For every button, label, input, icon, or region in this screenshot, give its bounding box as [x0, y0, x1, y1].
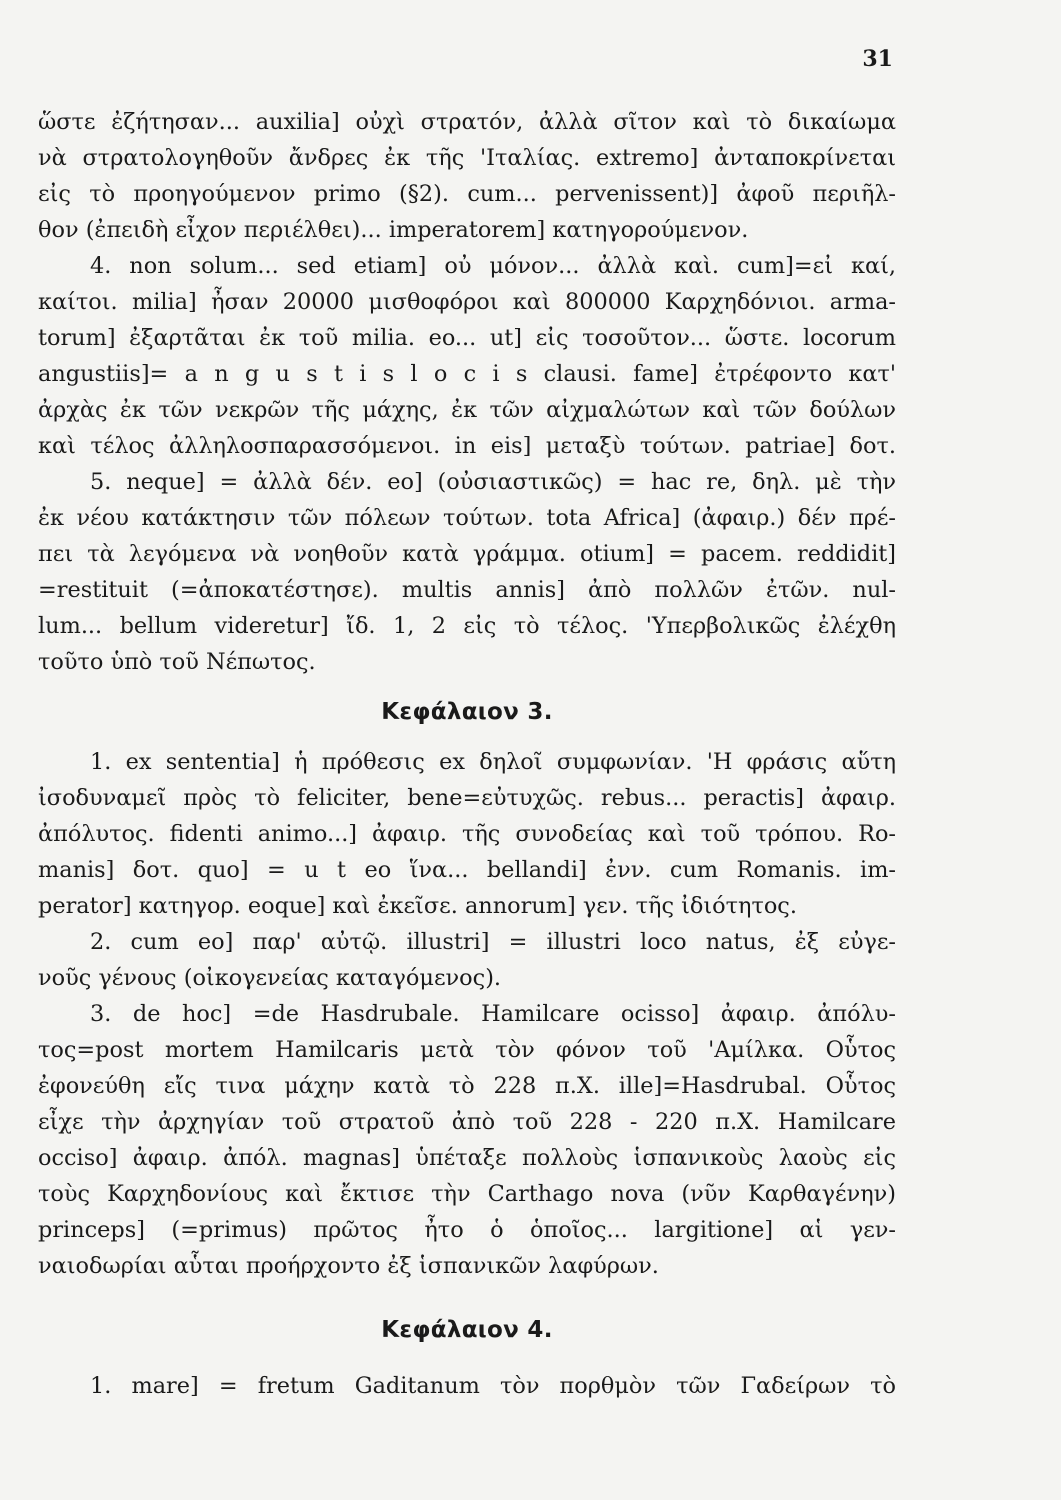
text-line: καίτοι. milia] ἦσαν 20000 μισθοφόροι καὶ 800000 Καρχηδόνιοι. arma- — [38, 289, 896, 315]
chapter-heading-4: Κεφάλαιον 4. — [381, 1317, 553, 1343]
page-text — [38, 104, 896, 1404]
text-line: 5. neque] = ἀλλὰ δέν. eo] (οὐσιαστικῶς) = hac re, δηλ. μὲ τὴν — [90, 469, 896, 495]
text-line: ὥστε ἐζήτησαν... auxilia] οὐχὶ στρατόν, ἀλλὰ σῖτον καὶ τὸ δικαίωμα — [38, 109, 896, 135]
text-line: εἶχε τὴν ἀρχηγίαν τοῦ στρατοῦ ἀπὸ τοῦ 228 - 220 π.Χ. Hamilcare — [38, 1109, 896, 1135]
text-line: καὶ τέλος ἀλληλοσπαρασσόμενοι. in eis] μεταξὺ τούτων. patriae] δοτ. — [38, 433, 896, 459]
text-line: εἰς τὸ προηγούμενον primo (§2). cum... pervenissent)] ἀφοῦ περιῆλ- — [38, 181, 896, 207]
text-line: 3. de hoc] =de Hasdrubale. Hamilcare ocisso] ἀφαιρ. ἀπόλυ- — [90, 1001, 896, 1027]
text-line: θον (ἐπειδὴ εἶχον περιέλθει)... imperatorem] κατηγορούμενον. — [38, 217, 749, 243]
text-line: =restituit (=ἀποκατέστησε). multis annis] ἀπὸ πολλῶν ἐτῶν. nul- — [38, 577, 896, 603]
text-line: πει τὰ λεγόμενα νὰ νοηθοῦν κατὰ γράμμα. otium] = pacem. reddidit] — [38, 541, 896, 567]
text-line: ναιοδωρίαι αὗται προήρχοντο ἐξ ἱσπανικῶν λαφύρων. — [38, 1253, 659, 1279]
text-line: lum... bellum videretur] ἴδ. 1, 2 εἰς τὸ τέλος. 'Υπερβολικῶς ἐλέχθη — [38, 613, 896, 639]
text-line: νὰ στρατολογηθοῦν ἄνδρες ἐκ τῆς 'Ιταλίας. extremo] ἀνταποκρίνεται — [38, 145, 896, 171]
text-line: τοὺς Καρχηδονίους καὶ ἔκτισε τὴν Carthago nova (νῦν Καρθαγένην) — [38, 1181, 896, 1207]
text-line: 2. cum eo] παρ' αὐτῷ. illustri] = illustri loco natus, ἐξ εὐγε- — [90, 929, 896, 955]
text-line: νοῦς γένους (οἰκογενείας καταγόμενος). — [38, 965, 502, 991]
text-line: perator] κατηγορ. eoque] καὶ ἐκεῖσε. annorum] γεν. τῆς ἰδιότητος. — [38, 893, 797, 919]
text-line: ἐκ νέου κατάκτησιν τῶν πόλεων τούτων. tota Africa] (ἀφαιρ.) δέν πρέ- — [38, 505, 896, 531]
text-line: ἰσοδυναμεῖ πρὸς τὸ feliciter, bene=εὐτυχῶς. rebus... peractis] ἀφαιρ. — [38, 785, 896, 811]
text-line: angustiis]= a n g u s t i s l o c i s clausi. fame] ἐτρέφοντο κατ' — [38, 361, 896, 387]
text-line: ἀπόλυτος. fidenti animo...] ἀφαιρ. τῆς συνοδείας καὶ τοῦ τρόπου. Ro- — [38, 821, 896, 847]
chapter-heading-3: Κεφάλαιον 3. — [381, 699, 553, 725]
text-line: τοῦτο ὑπὸ τοῦ Νέπωτος. — [38, 649, 316, 675]
text-line: 1. ex sententia] ἡ πρόθεσις ex δηλοῖ συμφωνίαν. 'Η φράσις αὕτη — [90, 749, 896, 775]
text-line: manis] δοτ. quo] = u t eo ἵνα... bellandi] ἐνν. cum Romanis. im- — [38, 857, 896, 883]
text-line: 1. mare] = fretum Gaditanum τὸν πορθμὸν τῶν Γαδείρων τὸ — [90, 1373, 896, 1399]
text-line: occiso] ἀφαιρ. ἀπόλ. magnas] ὑπέταξε πολλοὺς ἱσπανικοὺς λαοὺς εἰς — [38, 1145, 896, 1171]
text-line: ἐφονεύθη εἴς τινα μάχην κατὰ τὸ 228 π.Χ. ille]=Hasdrubal. Οὗτος — [38, 1073, 896, 1099]
text-line: princeps] (=primus) πρῶτος ἦτο ὁ ὁποῖος... largitione] αἱ γεν- — [38, 1217, 896, 1243]
text-line: τος=post mortem Hamilcaris μετὰ τὸν φόνον τοῦ 'Αμίλκα. Οὗτος — [38, 1037, 896, 1063]
page-number: 31 — [862, 46, 893, 72]
text-line: 4. non solum... sed etiam] οὐ μόνον... ἀλλὰ καὶ. cum]=εἰ καί, — [90, 253, 896, 279]
text-line: ἀρχὰς ἐκ τῶν νεκρῶν τῆς μάχης, ἐκ τῶν αἰχμαλώτων καὶ τῶν δούλων — [38, 397, 896, 423]
text-line: torum] ἐξαρτᾶται ἐκ τοῦ milia. eo... ut] εἰς τοσοῦτον... ὥστε. locorum — [38, 325, 896, 351]
